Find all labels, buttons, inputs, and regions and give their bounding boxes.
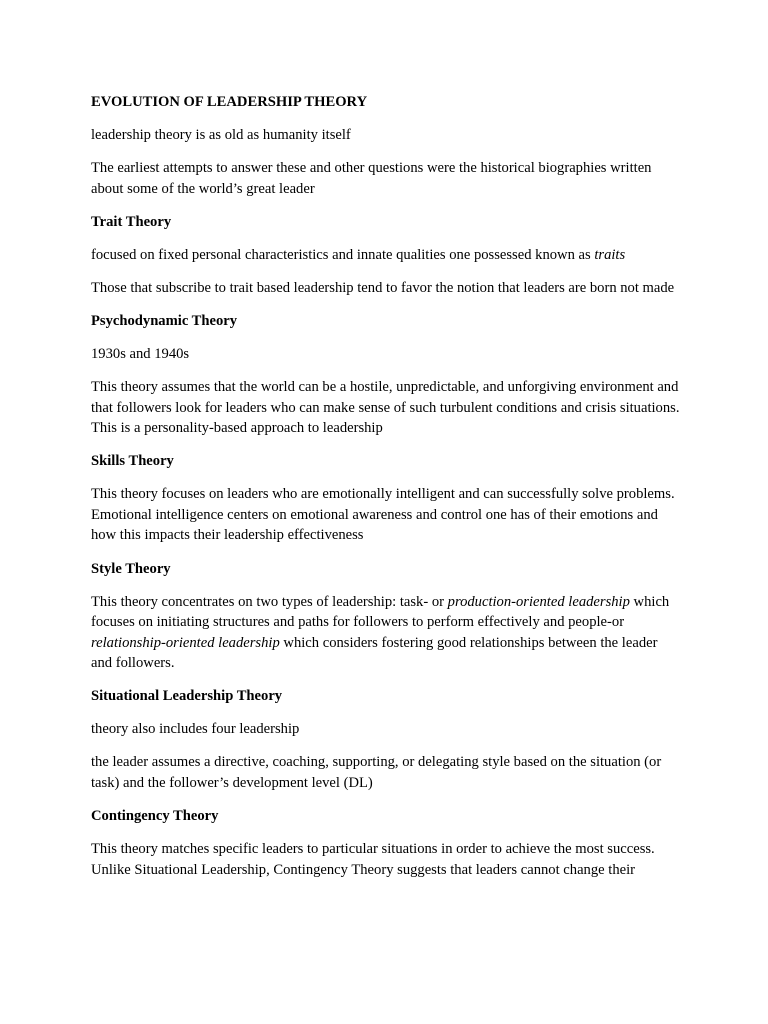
heading-situational-leadership-theory: Situational Leadership Theory xyxy=(91,688,283,705)
psychodynamic-paragraph-1: 1930s and 1940s xyxy=(91,346,190,363)
heading-style-theory: Style Theory xyxy=(91,560,171,577)
trait-theory-paragraph-2: Those that subscribe to trait based leadership tend to favor the notion that leaders are born not made xyxy=(91,279,675,296)
document-title: EVOLUTION OF LEADERSHIP THEORY xyxy=(91,94,368,110)
intro-paragraph-2: The earliest attempts to answer these and other questions were the historical biographies written about some of the world’s great leader xyxy=(91,160,652,197)
heading-psychodynamic-theory: Psychodynamic Theory xyxy=(91,313,238,330)
heading-skills-theory: Skills Theory xyxy=(91,453,174,470)
trait-theory-paragraph-1 xyxy=(91,245,681,266)
relationship-oriented-emphasis: relationship-oriented leadership xyxy=(91,634,280,651)
style-text-a: This theory concentrates on two types of leadership: task- or xyxy=(91,593,448,610)
contingency-paragraph-1: This theory matches specific leaders to particular situations in order to achieve the most success. Unlike Situational Leadership, Contingency Theory suggests that leaders cannot change their xyxy=(91,841,655,878)
style-paragraph-1 xyxy=(91,592,681,674)
situational-paragraph-1: theory also includes four leadership xyxy=(91,721,300,738)
heading-contingency-theory: Contingency Theory xyxy=(91,808,219,824)
skills-paragraph-1: This theory focuses on leaders who are emotionally intelligent and can successfully solve problems. Emotional intelligence centers on emotional awareness and control one has of their emotions and how this impacts their leadership effectiveness xyxy=(91,486,675,544)
document-body xyxy=(91,92,681,893)
trait-theory-text: focused on fixed personal characteristics and innate qualities one possessed known as xyxy=(91,246,595,263)
traits-emphasis: traits xyxy=(594,246,626,263)
production-oriented-emphasis: production-oriented leadership xyxy=(447,593,630,610)
style-text-e: which considers fostering good relationships between the leader and followers. xyxy=(91,634,658,672)
intro-paragraph-1: leadership theory is as old as humanity itself xyxy=(91,127,351,144)
heading-trait-theory: Trait Theory xyxy=(91,213,172,230)
psychodynamic-paragraph-2: This theory assumes that the world can be a hostile, unpredictable, and unforgiving environment and that followers look for leaders who can make sense of such turbulent conditions and crisis situations. This is a personality-based approach to leadership xyxy=(91,379,680,437)
situational-paragraph-2: the leader assumes a directive, coaching, supporting, or delegating style based on the situation (or task) and the follower’s development level (DL) xyxy=(91,754,662,791)
style-text-c: which focuses on initiating structures and paths for followers to perform effectively and people-or xyxy=(91,593,670,631)
